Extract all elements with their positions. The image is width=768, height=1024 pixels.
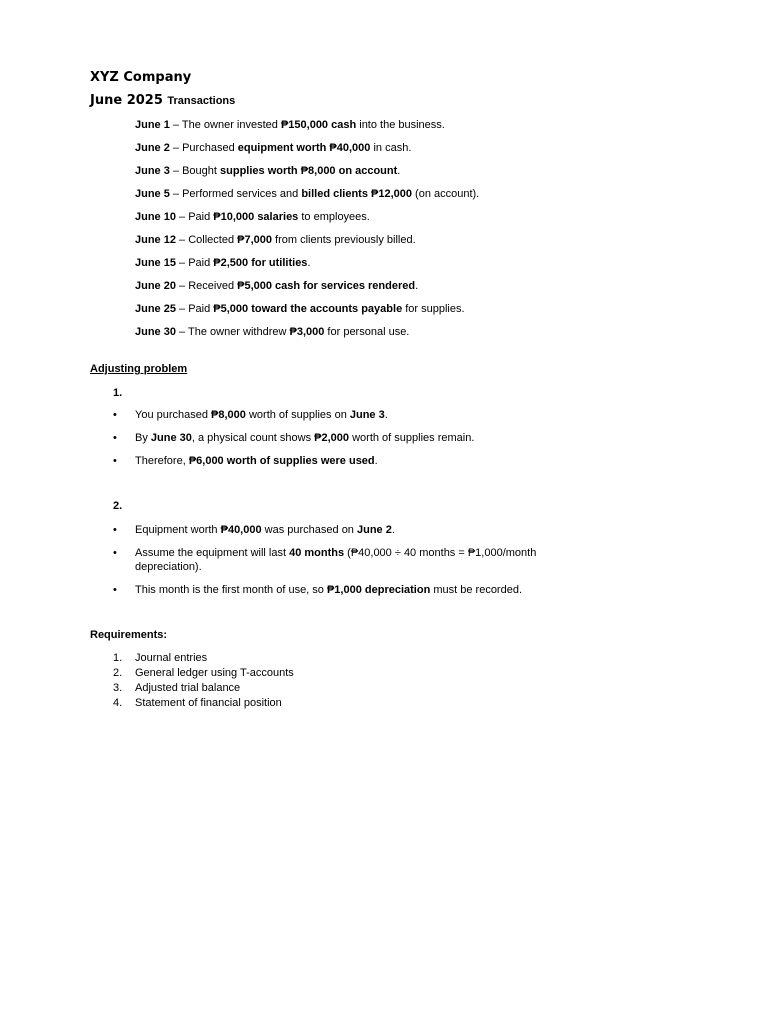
bullet-text: worth of supplies remain. <box>349 432 475 444</box>
bullet-icon: • <box>113 547 117 559</box>
transaction-date: June 15 <box>135 257 176 269</box>
transaction-date: June 3 <box>135 165 170 177</box>
transaction-emphasis: billed clients ₱12,000 <box>301 188 412 200</box>
bullet-text: You purchased <box>135 409 212 421</box>
transactions-label: Transactions <box>167 95 236 107</box>
period-heading <box>90 93 235 108</box>
transaction-line <box>135 141 411 155</box>
bullet-text: Equipment worth <box>135 524 221 536</box>
bullet-text: worth of supplies on <box>245 409 350 421</box>
transaction-emphasis: ₱3,000 <box>289 326 325 338</box>
bullet-emphasis: ₱8,000 <box>211 409 246 421</box>
transaction-text: The owner withdrew <box>188 326 290 338</box>
bullet-item <box>135 408 388 422</box>
transaction-emphasis: supplies worth ₱8,000 on account <box>220 165 398 177</box>
transaction-emphasis: ₱5,000 toward the accounts payable <box>213 303 403 315</box>
transaction-text: Performed services and <box>182 188 302 200</box>
bullet-icon: • <box>113 584 117 596</box>
transaction-separator: – <box>175 257 189 269</box>
transaction-separator: – <box>169 188 183 200</box>
transaction-date: June 12 <box>135 234 176 246</box>
requirement-item: General ledger using T-accounts <box>135 667 294 679</box>
transaction-text: Received <box>188 280 238 292</box>
transaction-line <box>135 279 418 293</box>
adjusting-item-number: 1. <box>113 387 123 399</box>
requirement-number: 2. <box>113 667 123 679</box>
transaction-emphasis: ₱10,000 salaries <box>213 211 299 223</box>
transaction-text: into the business. <box>356 119 445 131</box>
transaction-text: for supplies. <box>402 303 465 315</box>
transaction-text: . <box>307 257 311 269</box>
transaction-emphasis: ₱7,000 <box>237 234 272 246</box>
transaction-date: June 30 <box>135 326 176 338</box>
adjusting-item-number: 2. <box>113 500 123 512</box>
transaction-text: in cash. <box>370 142 412 154</box>
transaction-emphasis: ₱150,000 cash <box>280 119 357 131</box>
transaction-line <box>135 302 465 316</box>
transaction-text: for personal use. <box>324 326 410 338</box>
transaction-text: Purchased <box>182 142 238 154</box>
period-label: June 2025 <box>90 93 163 108</box>
transaction-date: June 20 <box>135 280 176 292</box>
company-title: XYZ Company <box>90 70 192 85</box>
bullet-icon: • <box>113 409 117 421</box>
transaction-text: Bought <box>182 165 221 177</box>
bullet-text: (₱40,000 ÷ 40 months = ₱1,000/month depreciation). <box>135 547 537 573</box>
transaction-date: June 1 <box>135 119 170 131</box>
transaction-line <box>135 118 445 132</box>
bullet-item <box>135 546 605 574</box>
transaction-separator: – <box>169 165 183 177</box>
transaction-separator: – <box>175 211 189 223</box>
transaction-separator: – <box>175 234 189 246</box>
transaction-text: . <box>397 165 401 177</box>
transaction-text: Paid <box>188 257 214 269</box>
transaction-line <box>135 233 416 247</box>
transaction-separator: – <box>169 119 182 131</box>
transaction-text: from clients previously billed. <box>272 234 416 246</box>
requirement-number: 4. <box>113 697 123 709</box>
bullet-text: Therefore, <box>135 455 189 467</box>
transaction-text: . <box>415 280 419 292</box>
transaction-date: June 2 <box>135 142 170 154</box>
transaction-date: June 10 <box>135 211 176 223</box>
bullet-text: was purchased on <box>261 524 357 536</box>
transaction-separator: – <box>169 142 183 154</box>
requirement-number: 1. <box>113 652 123 664</box>
transaction-separator: – <box>175 303 189 315</box>
bullet-text: . <box>374 455 378 467</box>
bullet-icon: • <box>113 524 117 536</box>
transaction-date: June 5 <box>135 188 170 200</box>
transaction-text: to employees. <box>298 211 370 223</box>
transaction-text: Paid <box>188 303 214 315</box>
bullet-emphasis: 40 months <box>289 547 345 559</box>
bullet-emphasis: ₱6,000 worth of supplies were used <box>188 455 375 467</box>
bullet-item <box>135 583 522 597</box>
bullet-text: . <box>384 409 388 421</box>
requirements-heading: Requirements: <box>90 629 168 641</box>
bullet-emphasis: ₱40,000 <box>220 524 262 536</box>
adjusting-heading: Adjusting problem <box>90 363 188 375</box>
transaction-line <box>135 256 311 270</box>
bullet-emphasis: June 3 <box>349 409 385 421</box>
transaction-emphasis: ₱2,500 for utilities <box>213 257 308 269</box>
requirement-item: Adjusted trial balance <box>135 682 241 694</box>
bullet-text: , a physical count shows <box>191 432 315 444</box>
transaction-separator: – <box>175 326 188 338</box>
transaction-date: June 25 <box>135 303 176 315</box>
transaction-line <box>135 325 409 339</box>
transaction-text: Paid <box>188 211 214 223</box>
bullet-item <box>135 454 378 468</box>
bullet-text: . <box>391 524 395 536</box>
transaction-emphasis: ₱5,000 cash for services rendered <box>237 280 416 292</box>
transaction-line <box>135 210 370 224</box>
bullet-item <box>135 431 474 445</box>
transaction-line <box>135 164 400 178</box>
transaction-separator: – <box>175 280 189 292</box>
bullet-emphasis: ₱2,000 <box>314 432 350 444</box>
transaction-emphasis: equipment worth ₱40,000 <box>237 142 371 154</box>
bullet-text: By <box>135 432 151 444</box>
bullet-icon: • <box>113 432 117 444</box>
bullet-text: This month is the first month of use, so <box>135 584 327 596</box>
transaction-text: The owner invested <box>181 119 281 131</box>
requirement-item: Journal entries <box>135 652 208 664</box>
bullet-emphasis: June 2 <box>356 524 392 536</box>
bullet-item <box>135 523 395 537</box>
transaction-text: (on account). <box>411 188 480 200</box>
bullet-text: must be recorded. <box>430 584 523 596</box>
requirement-item: Statement of financial position <box>135 697 282 709</box>
bullet-emphasis: ₱1,000 depreciation <box>326 584 431 596</box>
requirement-number: 3. <box>113 682 123 694</box>
transaction-line <box>135 187 479 201</box>
transaction-text: Collected <box>188 234 238 246</box>
bullet-emphasis: June 30 <box>150 432 192 444</box>
bullet-text: Assume the equipment will last <box>135 547 290 559</box>
bullet-icon: • <box>113 455 117 467</box>
